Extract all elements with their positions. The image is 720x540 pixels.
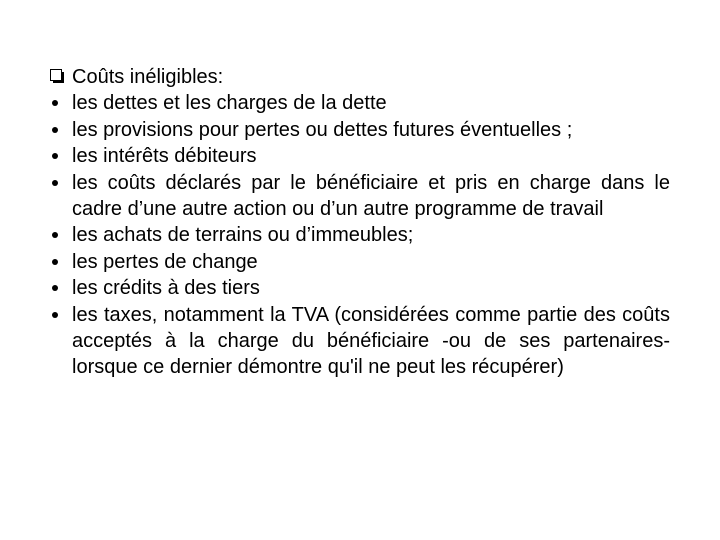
bullet-icon: [50, 222, 72, 248]
list-item: [50, 90, 670, 116]
list-item: [50, 302, 670, 381]
list-item-text: les pertes de change: [72, 250, 258, 273]
bullet-icon: [50, 170, 72, 196]
heading-text: Coûts inéligibles:: [72, 66, 224, 88]
list-item: [50, 275, 670, 301]
bullet-icon: [50, 90, 72, 116]
list-item-text: les dettes et les charges de la dette: [72, 92, 387, 115]
list-item: [50, 249, 670, 275]
bullet-icon: [50, 275, 72, 301]
list-item-text: les achats de terrains ou d’immeubles;: [72, 224, 414, 247]
bullet-icon: [50, 302, 72, 328]
bullet-list: [50, 64, 670, 381]
bullet-icon: [50, 249, 72, 275]
bullet-icon: [50, 143, 72, 169]
list-item: [50, 117, 670, 143]
list-item-text: les taxes, notamment la TVA (considérées comme partie des coûts acceptés à la charge du bénéficiaire -ou de ses partenaires- lorsque ce dernier démontre qu'il ne peut les récupérer): [72, 303, 670, 379]
list-item-text: les provisions pour pertes ou dettes futures éventuelles ;: [72, 118, 573, 141]
bullet-icon: [50, 117, 72, 143]
list-item: [50, 170, 670, 223]
list-item: [50, 143, 670, 169]
heading-row: [50, 64, 670, 90]
list-item-text: les crédits à des tiers: [72, 277, 260, 300]
list-item-text: les intérêts débiteurs: [72, 145, 257, 168]
list-item-text: les coûts déclarés par le bénéficiaire et pris en charge dans le cadre d’une autre action ou d’un autre programme de travail: [72, 171, 670, 221]
checkbox-square-icon: [50, 64, 72, 90]
list-item: [50, 222, 670, 248]
